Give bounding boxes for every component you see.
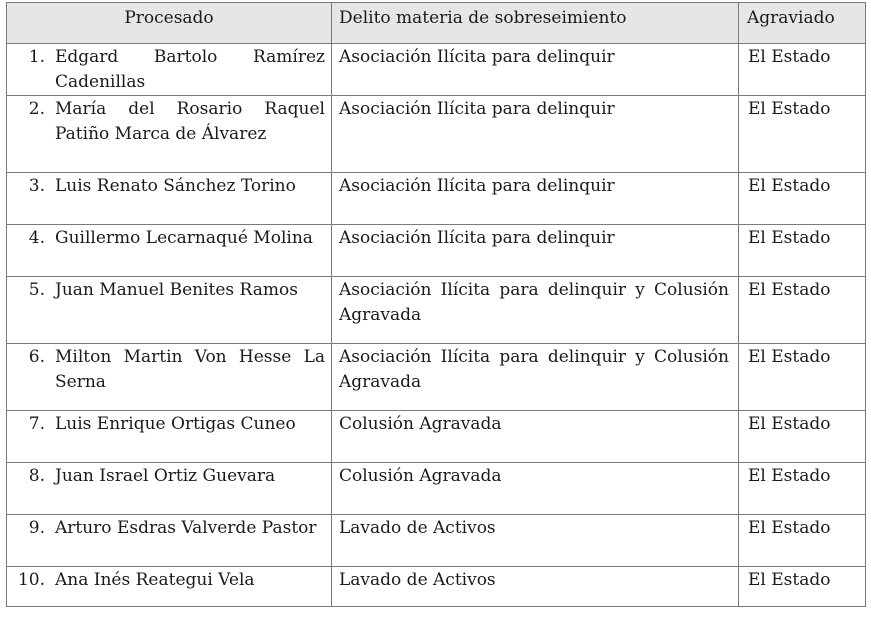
procesado-name: María del Rosario Raquel Patiño Marca de Álvarez (55, 99, 325, 144)
procesado-name: Arturo Esdras Valverde Pastor (55, 518, 317, 538)
agraviado-cell: El Estado (739, 173, 866, 225)
agraviado-cell: El Estado (739, 277, 866, 344)
row-number: 2. (28, 99, 45, 119)
procesado-name: Guillermo Lecarnaqué Molina (55, 228, 313, 248)
agraviado-cell: El Estado (739, 463, 866, 515)
row-number: 7. (28, 414, 45, 434)
procesado-cell (7, 344, 332, 411)
agraviado-cell: El Estado (739, 344, 866, 411)
delito-cell: Asociación Ilícita para delinquir y Colusión Agravada (332, 344, 739, 411)
procesado-name: Juan Israel Ortiz Guevara (55, 466, 276, 486)
delito-cell: Asociación Ilícita para delinquir y Colusión Agravada (332, 277, 739, 344)
sobreseimiento-table (6, 2, 866, 607)
procesado-cell (7, 277, 332, 344)
table-body (7, 44, 866, 607)
row-number: 6. (28, 347, 45, 367)
table-row (7, 411, 866, 463)
procesado-cell (7, 44, 332, 96)
procesado-name: Edgard Bartolo Ramírez Cadenillas (55, 47, 325, 92)
procesado-name: Luis Renato Sánchez Torino (55, 176, 296, 196)
row-number: 10. (17, 570, 45, 590)
row-number: 9. (28, 518, 45, 538)
table-header-row (7, 3, 866, 44)
procesado-name: Luis Enrique Ortigas Cuneo (55, 414, 296, 434)
agraviado-cell: El Estado (739, 225, 866, 277)
table-row (7, 173, 866, 225)
table-row (7, 344, 866, 411)
table-row (7, 225, 866, 277)
table-row (7, 567, 866, 607)
table-row (7, 96, 866, 173)
delito-cell: Asociación Ilícita para delinquir (332, 44, 739, 96)
procesado-cell (7, 225, 332, 277)
delito-cell: Asociación Ilícita para delinquir (332, 173, 739, 225)
agraviado-cell: El Estado (739, 567, 866, 607)
delito-cell: Colusión Agravada (332, 411, 739, 463)
row-number: 5. (28, 280, 45, 300)
row-number: 1. (28, 47, 45, 67)
row-number: 4. (28, 228, 45, 248)
row-number: 3. (28, 176, 45, 196)
procesado-name: Juan Manuel Benites Ramos (55, 280, 298, 300)
procesado-cell (7, 96, 332, 173)
row-number: 8. (28, 466, 45, 486)
agraviado-cell: El Estado (739, 411, 866, 463)
table-row (7, 44, 866, 96)
procesado-cell (7, 515, 332, 567)
table-row (7, 277, 866, 344)
delito-cell: Colusión Agravada (332, 463, 739, 515)
header-delito: Delito materia de sobreseimiento (332, 3, 739, 44)
agraviado-cell: El Estado (739, 44, 866, 96)
header-agraviado: Agraviado (739, 3, 866, 44)
procesado-cell (7, 411, 332, 463)
agraviado-cell: El Estado (739, 96, 866, 173)
delito-cell: Lavado de Activos (332, 567, 739, 607)
procesado-cell (7, 463, 332, 515)
delito-cell: Lavado de Activos (332, 515, 739, 567)
agraviado-cell: El Estado (739, 515, 866, 567)
procesado-cell (7, 567, 332, 607)
procesado-cell (7, 173, 332, 225)
delito-cell: Asociación Ilícita para delinquir (332, 96, 739, 173)
delito-cell: Asociación Ilícita para delinquir (332, 225, 739, 277)
table-row (7, 515, 866, 567)
header-procesado: Procesado (7, 3, 332, 44)
procesado-name: Ana Inés Reategui Vela (55, 570, 255, 590)
table-row (7, 463, 866, 515)
procesado-name: Milton Martin Von Hesse La Serna (55, 347, 325, 392)
